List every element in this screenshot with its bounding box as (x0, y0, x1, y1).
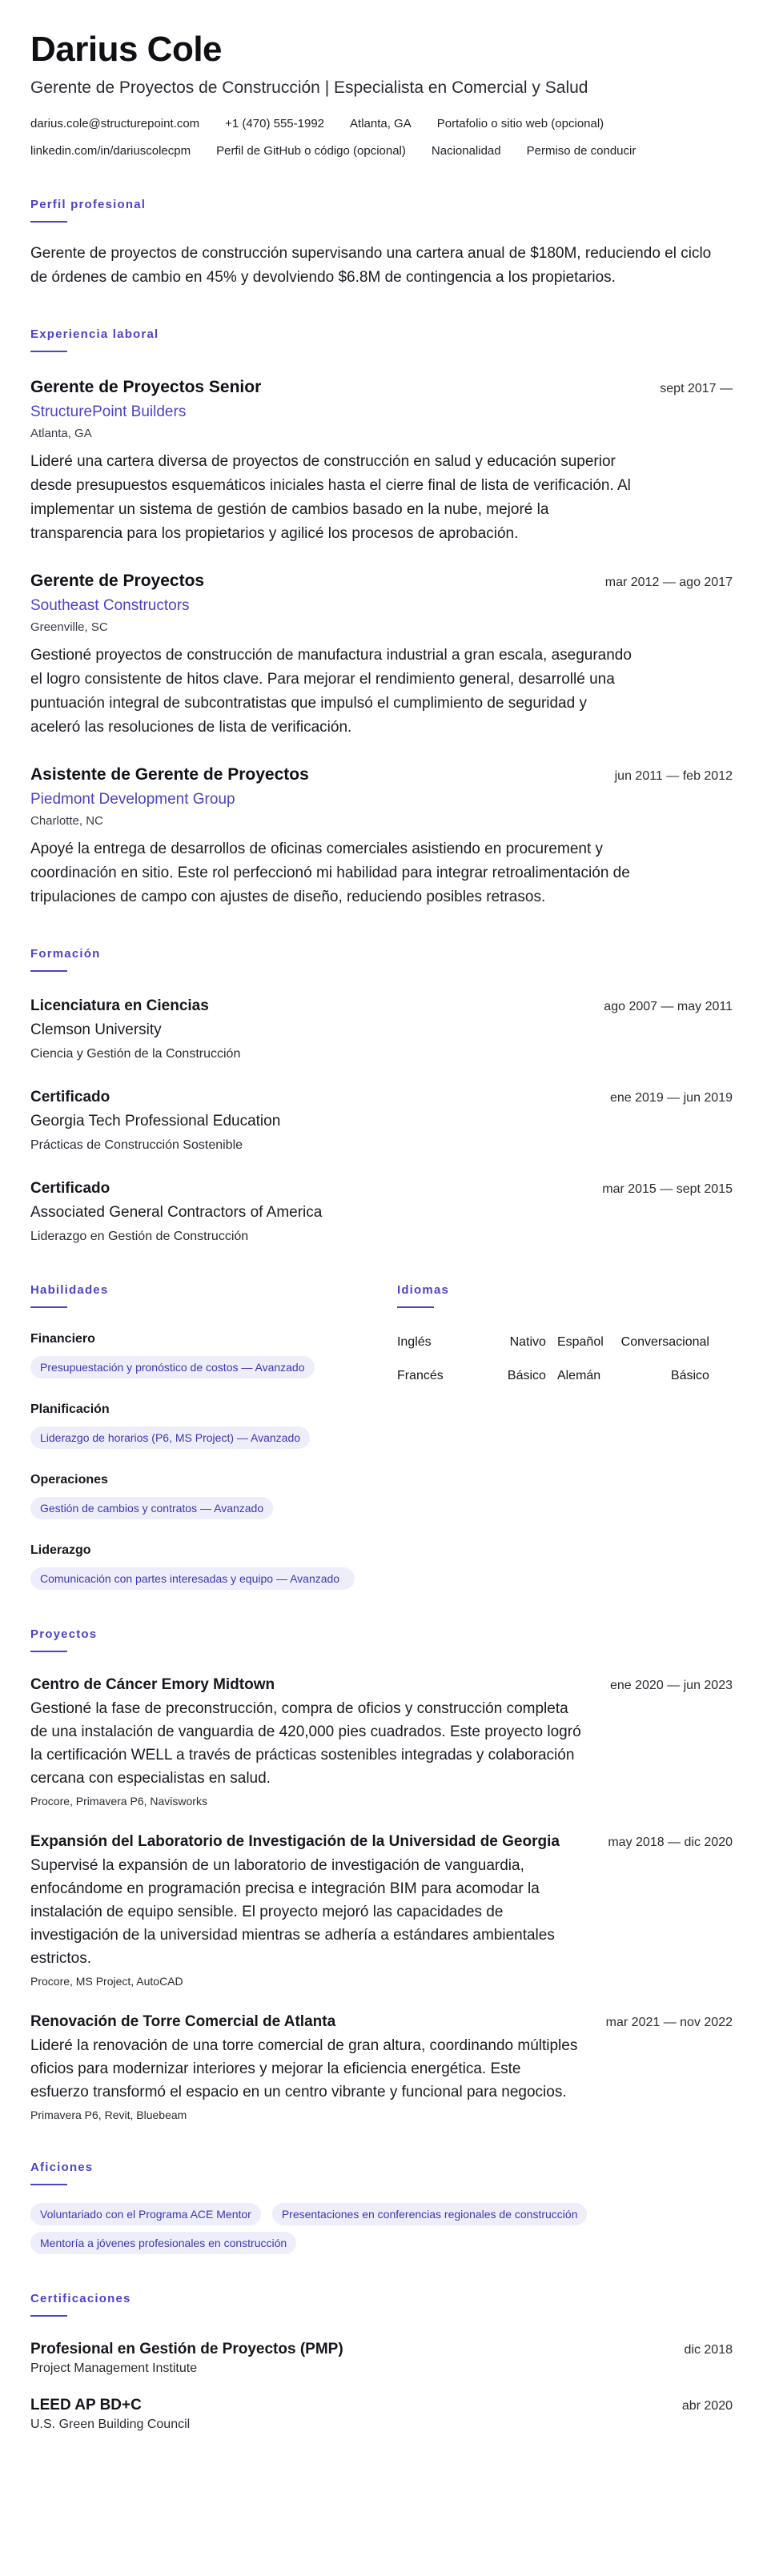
section-divider (30, 351, 67, 352)
job-description: Lideré una cartera diversa de proyectos de construcción en salud y educación superior desde presupuestos esquemáticos iniciales hasta el cierre final de lista de verificación. Al implementar un sistema de gestión de cambios basado en la nube, mejoré la transparencia para los propietarios y agilicé los procesos de aprobación. (30, 453, 631, 542)
section-title: Proyectos (30, 1627, 98, 1641)
job-title: Gerente de Proyectos (30, 572, 205, 590)
hobby-list (30, 2203, 687, 2254)
education-date: mar 2015 — sept 2015 (602, 1182, 733, 1196)
project-entry (30, 1832, 733, 1989)
section-experience (30, 327, 733, 909)
language-level: Nativo (509, 1335, 546, 1349)
project-entry (30, 1675, 733, 1809)
section-languages (397, 1282, 733, 1590)
job-entry (30, 570, 733, 740)
language-name: Inglés (396, 1335, 432, 1349)
skill-category: Financiero (30, 1332, 95, 1346)
education-school: Associated General Contractors of America (30, 1204, 323, 1221)
certification-org: U.S. Green Building Council (30, 2418, 191, 2431)
project-tools: Procore, MS Project, AutoCAD (30, 1975, 183, 1988)
project-title: Centro de Cáncer Emory Midtown (30, 1676, 275, 1693)
project-date: mar 2021 — nov 2022 (605, 2016, 733, 2029)
section-divider (30, 1651, 67, 1652)
section-title: Formación (30, 947, 101, 961)
project-entry (30, 2012, 733, 2123)
project-description: Lideré la renovación de una torre comercial de gran altura, coordinando múltiples oficios para modernizar interiores y mejorar la eficiencia energética. Este esfuerzo transformó el espacio en un centro vibrante y funcional para negocios. (30, 2037, 578, 2101)
job-description: Apoyé la entrega de desarrollos de oficinas comerciales asistiendo en procurement y coordinación en sitio. Este rol perfeccionó mi habilidad para integrar retroalimentación de tripulaciones de campo con ajustes de diseño, reduciendo posibles retrasos. (30, 841, 630, 905)
section-divider (30, 1306, 67, 1308)
job-date: sept 2017 — (660, 382, 733, 395)
project-title: Expansión del Laboratorio de Investigación de la Universidad de Georgia (30, 1833, 560, 1850)
job-entry (30, 764, 733, 909)
job-date: mar 2012 — ago 2017 (604, 576, 733, 589)
section-certifications (30, 2291, 733, 2434)
job-title: Asistente de Gerente de Proyectos (30, 765, 309, 784)
language-level: Conversacional (620, 1335, 709, 1349)
certification-name: Profesional en Gestión de Proyectos (PMP) (30, 2341, 343, 2357)
education-field: Prácticas de Construcción Sostenible (30, 1138, 243, 1152)
skill-group (30, 1330, 394, 1378)
job-date: jun 2011 — feb 2012 (614, 769, 733, 783)
certification-date: abr 2020 (681, 2399, 733, 2413)
contact-email[interactable]: darius.cole@structurepoint.com (30, 117, 200, 130)
education-date: ene 2019 — jun 2019 (609, 1091, 733, 1105)
language-level: Básico (670, 1369, 709, 1382)
skill-chip: Liderazgo de horarios (P6, MS Project) — Avanzado (30, 1426, 310, 1449)
contact-location: Atlanta, GA (350, 117, 412, 130)
skill-category: Planificación (30, 1402, 110, 1416)
education-entry (30, 996, 733, 1063)
language-name: Español (556, 1335, 604, 1349)
section-title: Perfil profesional (30, 198, 147, 211)
job-location: Greenville, SC (30, 620, 108, 634)
certification-entry (30, 2395, 733, 2434)
certification-org: Project Management Institute (30, 2361, 198, 2375)
hobby-chip: Presentaciones en conferencias regionales de construcción (272, 2203, 588, 2225)
profile-summary: Gerente de proyectos de construcción supervisando una cartera anual de $180M, reduciendo el ciclo de órdenes de cambio en 45% y devolviendo $6.8M de contingencia a los propietarios. (30, 245, 712, 286)
skill-group (30, 1401, 394, 1449)
section-divider (30, 2184, 67, 2185)
job-company: Southeast Constructors (30, 597, 190, 614)
education-field: Ciencia y Gestión de la Construcción (30, 1047, 241, 1061)
candidate-headline: Gerente de Proyectos de Construcción | Especialista en Comercial y Salud (30, 78, 588, 97)
language-name: Alemán (556, 1369, 601, 1382)
section-title: Certificaciones (30, 2292, 131, 2305)
contact-portfolio[interactable]: Portafolio o sitio web (opcional) (436, 117, 604, 130)
project-description: Gestioné la fase de preconstrucción, compra de oficios y construcción completa de una instalación de vanguardia de 420,000 pies cuadrados. Este proyecto logró la certificación WELL a través de prácticas sostenibles integradas y colaboración cercana con especialistas en salud. (30, 1700, 581, 1787)
education-entry (30, 1087, 733, 1154)
education-date: ago 2007 — may 2011 (604, 1000, 733, 1013)
job-description: Gestioné proyectos de construcción de manufactura industrial a gran escala, asegurando el logro consistente de hitos clave. Para mejorar el rendimiento general, desarrollé una puntuación integral de subcontratistas que impulsó el cumplimiento de seguridad y aceleró las resoluciones de lista de verificación. (30, 647, 632, 736)
contact-linkedin[interactable]: linkedin.com/in/dariuscolecpm (30, 144, 191, 158)
skills-languages-row (30, 1282, 733, 1590)
education-degree: Certificado (30, 1180, 110, 1197)
education-degree: Certificado (30, 1089, 110, 1105)
job-location: Atlanta, GA (30, 427, 92, 440)
section-title: Aficiones (30, 2161, 94, 2174)
language-list (397, 1334, 733, 1385)
certification-entry (30, 2339, 733, 2377)
section-divider (30, 221, 67, 223)
skill-category: Liderazgo (30, 1543, 91, 1557)
section-profile (30, 197, 733, 290)
job-location: Charlotte, NC (30, 814, 103, 828)
section-projects (30, 1627, 733, 2123)
education-school: Georgia Tech Professional Education (30, 1113, 281, 1130)
language-name: Francés (396, 1369, 444, 1382)
contact-github[interactable]: Perfil de GitHub o código (opcional) (216, 144, 406, 158)
candidate-name: Darius Cole (30, 30, 223, 69)
education-degree: Licenciatura en Ciencias (30, 997, 209, 1014)
contact-list (30, 115, 733, 160)
job-company: StructurePoint Builders (30, 403, 187, 420)
section-skills (30, 1282, 394, 1590)
project-date: may 2018 — dic 2020 (608, 1836, 733, 1849)
section-title: Experiencia laboral (30, 327, 159, 341)
skill-chip: Presupuestación y pronóstico de costos — Avanzado (30, 1356, 315, 1378)
contact-license: Permiso de conducir (526, 144, 637, 158)
section-divider (30, 2315, 67, 2317)
project-tools: Primavera P6, Revit, Bluebeam (30, 2109, 187, 2121)
resume-header (30, 29, 733, 160)
project-tools: Procore, Primavera P6, Navisworks (30, 1795, 207, 1808)
section-hobbies (30, 2160, 733, 2254)
skill-category: Operaciones (30, 1473, 108, 1487)
section-title: Habilidades (30, 1283, 109, 1297)
skill-chip: Comunicación con partes interesadas y equipo — Avanzado (30, 1567, 355, 1590)
contact-nationality: Nacionalidad (431, 144, 501, 158)
job-entry (30, 376, 733, 546)
project-description: Supervisé la expansión de un laboratorio de investigación de vanguardia, enfocándome en programación precisa e integración BIM para acomodar la instalación de equipo sensible. El proyecto mejoró las capacidades de investigación de la universidad mientras se adhería a estándares ambientales estrictos. (30, 1857, 555, 1967)
education-school: Clemson University (30, 1021, 162, 1038)
education-field: Liderazgo en Gestión de Construcción (30, 1230, 249, 1243)
project-title: Renovación de Torre Comercial de Atlanta (30, 2013, 336, 2030)
skill-chip: Gestión de cambios y contratos — Avanzado (30, 1497, 273, 1519)
skill-group (30, 1471, 394, 1519)
hobby-chip: Mentoría a jóvenes profesionales en construcción (30, 2232, 296, 2254)
certification-date: dic 2018 (684, 2343, 733, 2357)
hobby-chip: Voluntariado con el Programa ACE Mentor (30, 2203, 261, 2225)
job-title: Gerente de Proyectos Senior (30, 378, 262, 396)
section-title: Idiomas (396, 1283, 450, 1297)
section-divider (30, 970, 67, 972)
job-company: Piedmont Development Group (30, 791, 235, 808)
section-divider (397, 1306, 434, 1308)
project-date: ene 2020 — jun 2023 (609, 1679, 733, 1692)
contact-phone[interactable]: +1 (470) 555-1992 (225, 117, 325, 130)
education-entry (30, 1178, 733, 1246)
certification-name: LEED AP BD+C (30, 2397, 142, 2413)
language-level: Básico (507, 1369, 546, 1382)
section-education (30, 946, 733, 1246)
skill-group (30, 1542, 394, 1590)
